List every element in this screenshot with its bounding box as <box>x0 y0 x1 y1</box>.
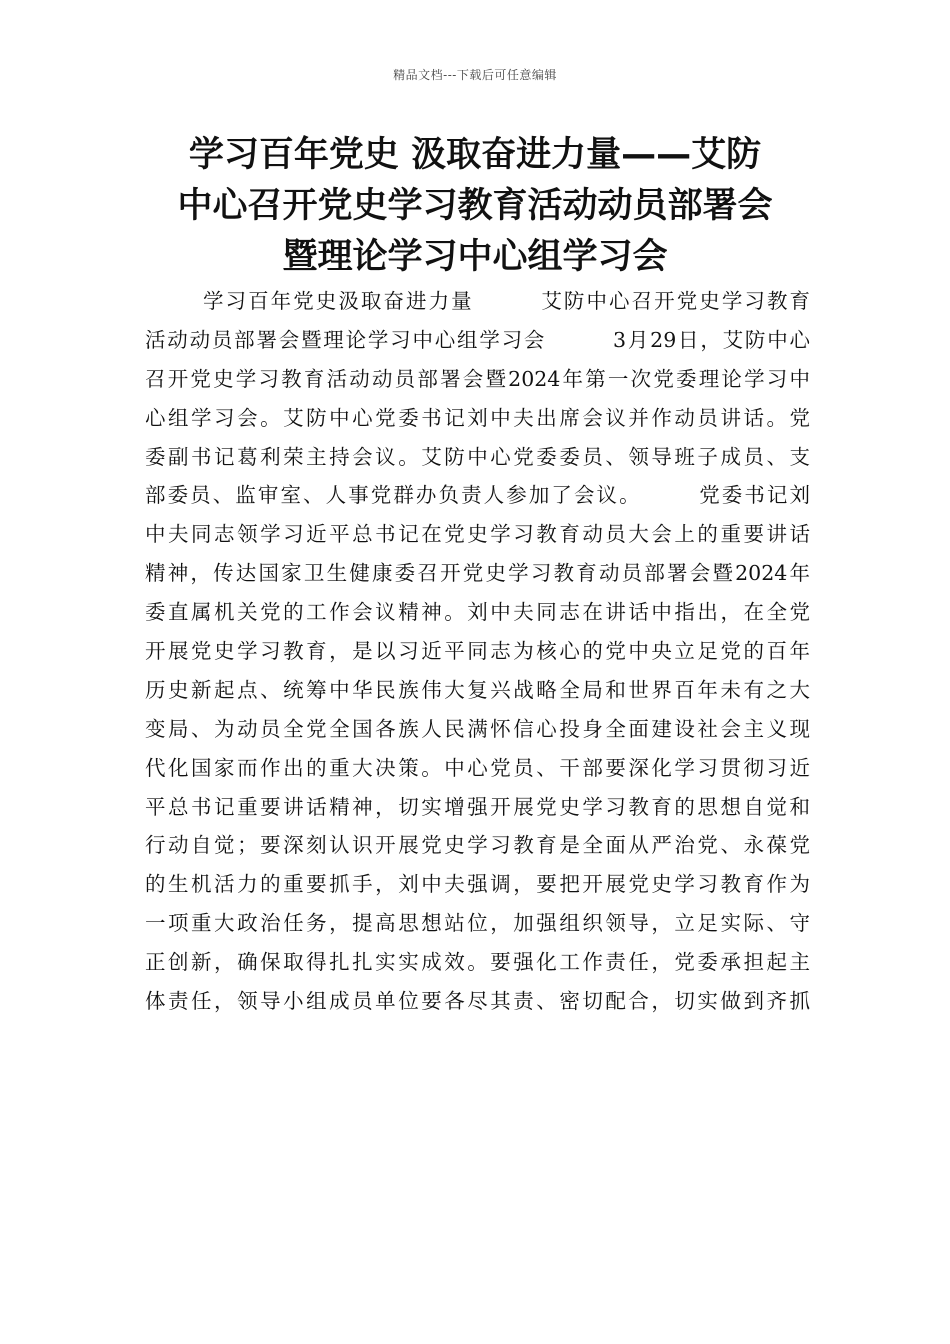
body-line: 一项重大政治任务，提高思想站位，加强组织领导，立足实际、守 <box>145 911 810 936</box>
body-text <box>145 282 810 1021</box>
body-line: 代化国家而作出的重大决策。中心党员、干部要深化学习贯彻习近 <box>145 755 810 780</box>
body-line: 开展党史学习教育，是以习近平同志为核心的党中央立足党的百年 <box>145 639 810 664</box>
document-title <box>140 130 810 283</box>
body-line: 部委员、监审室、人事党群办负责人参加了会议。 党委书记刘 <box>145 483 810 508</box>
body-line: 委直属机关党的工作会议精神。刘中夫同志在讲话中指出，在全党 <box>145 600 810 625</box>
body-line: 正创新，确保取得扎扎实实成效。要强化工作责任，党委承担起主 <box>145 950 810 975</box>
body-line: 历史新起点、统筹中华民族伟大复兴战略全局和世界百年未有之大 <box>145 677 810 702</box>
body-line: 的生机活力的重要抓手，刘中夫强调，要把开展党史学习教育作为 <box>145 872 810 897</box>
body-line: 体责任，领导小组成员单位要各尽其责、密切配合，切实做到齐抓 <box>145 989 810 1014</box>
body-line: 委副书记葛利荣主持会议。艾防中心党委委员、领导班子成员、支 <box>145 444 810 469</box>
body-line: 精神，传达国家卫生健康委召开党史学习教育动员部署会暨2024年 <box>145 561 810 586</box>
body-line: 变局、为动员全党全国各族人民满怀信心投身全面建设社会主义现 <box>145 716 810 741</box>
title-line: 暨理论学习中心组学习会 <box>282 237 668 277</box>
header-note: 精品文档---下载后可任意编辑 <box>393 68 557 82</box>
body-line: 召开党史学习教育活动动员部署会暨2024年第一次党委理论学习中 <box>145 366 810 391</box>
title-line: 学习百年党史 汲取奋进力量——艾防 <box>188 135 762 175</box>
body-line: 活动动员部署会暨理论学习中心组学习会 3月29日，艾防中心 <box>145 327 810 352</box>
body-line: 中夫同志领学习近平总书记在党史学习教育动员大会上的重要讲话 <box>145 522 810 547</box>
body-line: 平总书记重要讲话精神，切实增强开展党史学习教育的思想自觉和 <box>145 794 810 819</box>
body-line: 心组学习会。艾防中心党委书记刘中夫出席会议并作动员讲话。党 <box>145 405 810 430</box>
body-line: 行动自觉；要深刻认识开展党史学习教育是全面从严治党、永葆党 <box>145 833 810 858</box>
body-line: 学习百年党史汲取奋进力量 艾防中心召开党史学习教育 <box>203 289 810 313</box>
title-line: 中心召开党史学习教育活动动员部署会 <box>177 186 773 226</box>
